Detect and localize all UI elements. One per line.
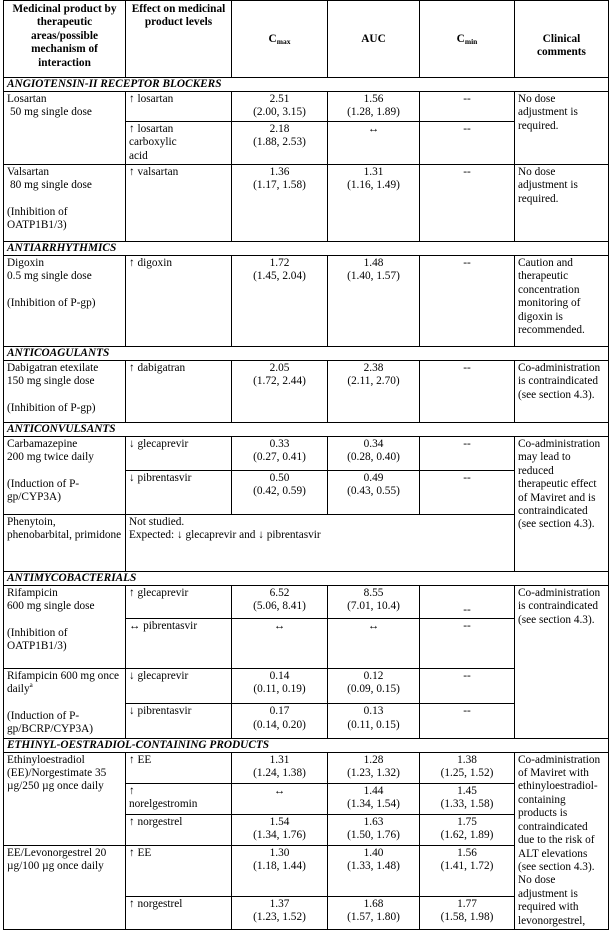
auc-cell: ↔ <box>328 121 420 164</box>
drug-mechanism: (Induction of P-gp/CYP3A) <box>7 477 80 504</box>
effect-cell: ↑ dabigatran <box>126 361 232 423</box>
header-auc: AUC <box>328 1 420 78</box>
auc-cell <box>328 92 420 122</box>
effect-cell <box>126 121 232 164</box>
header-effect: Effect on medicinal product levels <box>126 1 232 78</box>
drug-mechanism: (Inhibition of P-gp) <box>7 401 96 414</box>
cmax-cell <box>232 845 328 896</box>
category-row <box>4 423 609 437</box>
cmax-ci: (1.88, 2.53) <box>253 136 306 149</box>
cmin-cell: -- <box>420 619 515 669</box>
category-row <box>4 78 609 92</box>
cmin-value: 1.38 <box>457 753 477 766</box>
cmax-ci: (0.27, 0.41) <box>253 451 306 464</box>
cmax-cell: ↔ <box>232 619 328 669</box>
cmax-cell: ↔ <box>232 783 328 814</box>
interaction-table <box>3 0 609 930</box>
comment-cell: No dose adjustment is required. <box>515 92 609 165</box>
footnote-marker: a <box>29 681 33 690</box>
auc-cell <box>328 896 420 929</box>
effect-cell: ↑ digoxin <box>126 256 232 347</box>
cmax-value: 1.72 <box>269 257 290 270</box>
auc-value: 0.34 <box>363 438 384 451</box>
cmin-cell: -- <box>420 121 515 164</box>
cmin-cell <box>420 783 515 814</box>
drug-name <box>7 670 122 697</box>
cmax-cell <box>232 586 328 619</box>
drug-dose: 80 mg single dose <box>10 179 92 192</box>
header-product: Medicinal product by therapeutic areas/possible mechanism of interaction <box>4 1 126 78</box>
cmax-value: 2.05 <box>269 362 290 375</box>
drug-mechanism: (Inhibition of OATP1B1/3) <box>7 205 68 232</box>
drug-carbamazepine <box>4 437 126 515</box>
auc-cell <box>328 783 420 814</box>
auc-value: 1.31 <box>363 166 384 179</box>
cmax-ci: (1.72, 2.44) <box>253 375 306 388</box>
cmax-ci: (1.23, 1.52) <box>253 911 306 924</box>
cmin-value: 1.75 <box>457 815 477 828</box>
auc-ci: (0.09, 0.15) <box>347 683 400 696</box>
cmax-value: 1.36 <box>269 166 290 179</box>
auc-value: 0.49 <box>363 472 384 485</box>
auc-cell <box>328 752 420 783</box>
effect-cell: ↑ valsartan <box>126 165 232 242</box>
cmin-cell: -- <box>420 704 515 738</box>
drug-dose: 200 mg twice daily <box>7 451 94 464</box>
auc-ci: (1.50, 1.76) <box>347 829 400 842</box>
effect-cell: ↓ pibrentasvir <box>126 471 232 515</box>
auc-ci: (1.16, 1.49) <box>347 179 400 192</box>
cmax-value: 0.14 <box>269 670 290 683</box>
category-anticoagulants: ANTICOAGULANTS <box>4 347 609 361</box>
effect-cell: ↓ glecaprevir <box>126 669 232 704</box>
cmax-value: 1.37 <box>269 897 290 910</box>
effect-cell: ↓ pibrentasvir <box>126 704 232 738</box>
category-anticonvulsants: ANTICONVULSANTS <box>4 423 609 437</box>
comment-cell: Co-administration is contraindicated (see section 4.3). <box>515 361 609 423</box>
drug-dose: 50 mg single dose <box>10 106 92 119</box>
cmax-value: 2.18 <box>269 122 290 135</box>
cmax-ci: (0.42, 0.59) <box>253 485 306 498</box>
drug-phenytoin: Phenytoin, phenobarbital, primidone <box>4 515 126 572</box>
auc-value: 1.63 <box>363 815 384 828</box>
table-row <box>4 586 609 619</box>
effect-cell: ↑ EE <box>126 845 232 896</box>
auc-cell <box>328 165 420 242</box>
cmax-cell <box>232 121 328 164</box>
header-row <box>4 1 609 78</box>
comment-cell: Co-administration may lead to reduced therapeutic effect of Maviret and is contraindicated (see section 4.3). <box>515 437 609 572</box>
cmax-cell <box>232 471 328 515</box>
cmin-cell: -- <box>420 256 515 347</box>
auc-ci: (1.57, 1.80) <box>347 911 400 924</box>
cmax-cell <box>232 256 328 347</box>
auc-value: 1.68 <box>363 897 384 910</box>
comment-cell: No dose adjustment is required. <box>515 165 609 242</box>
cmax-cell <box>232 165 328 242</box>
table-row <box>4 437 609 471</box>
auc-ci: (1.34, 1.54) <box>347 798 400 811</box>
not-studied-cell <box>126 515 515 572</box>
effect-cell: ↑ glecaprevir <box>126 586 232 619</box>
effect-line: carboxylic <box>129 136 177 149</box>
drug-mechanism: (Induction of P-gp/BCRP/CYP3A) <box>7 709 94 736</box>
cmin-cell: -- <box>420 586 515 619</box>
cmax-cell <box>232 361 328 423</box>
cmax-cell <box>232 704 328 738</box>
cmax-value: 0.17 <box>269 705 290 718</box>
drug-digoxin <box>4 256 126 347</box>
cmin-ci: (1.33, 1.58) <box>440 798 494 811</box>
cmax-value: 1.31 <box>269 753 290 766</box>
category-ee: ETHINYL-OESTRADIOL-CONTAINING PRODUCTS <box>4 738 609 752</box>
drug-mechanism: (Inhibition of OATP1B1/3) <box>7 626 68 653</box>
cmin-value: 1.77 <box>457 897 477 910</box>
auc-value: 0.12 <box>363 670 384 683</box>
cmax-value: 1.30 <box>269 846 290 859</box>
cmin-ci: (1.58, 1.98) <box>440 911 494 924</box>
auc-cell <box>328 586 420 619</box>
auc-ci: (0.43, 0.55) <box>347 485 400 498</box>
drug-valsartan <box>4 165 126 242</box>
auc-ci: (7.01, 10.4) <box>347 600 400 613</box>
drug-name: Digoxin <box>7 257 45 270</box>
drug-rifampicin-daily <box>4 669 126 739</box>
effect-cell: ↑ losartan <box>126 92 232 122</box>
auc-cell: ↔ <box>328 619 420 669</box>
auc-value: 1.48 <box>363 257 384 270</box>
cmax-ci: (1.24, 1.38) <box>253 767 306 780</box>
drug-dose: 600 mg single dose <box>7 600 95 613</box>
cmax-cell <box>232 896 328 929</box>
cmin-ci: (1.41, 1.72) <box>440 860 494 873</box>
drug-ee-levonorgestrel: EE/Levonorgestrel 20 µg/100 µg once daily <box>4 845 126 929</box>
cmin-cell <box>420 896 515 929</box>
drug-name: Losartan <box>7 93 47 105</box>
cmin-ci: (1.25, 1.52) <box>440 767 494 780</box>
cmax-value: 2.51 <box>269 93 290 105</box>
cmax-cell <box>232 752 328 783</box>
auc-ci: (2.11, 2.70) <box>347 375 400 388</box>
effect-cell <box>126 783 232 814</box>
drug-ee-norgestimate: Ethinyloestradiol (EE)/Norgestimate 35 µg/250 µg once daily <box>4 752 126 845</box>
cmin-cell: -- <box>420 437 515 471</box>
cmin-ci: (1.62, 1.89) <box>440 829 494 842</box>
header-cmax-label: C <box>268 33 277 45</box>
effect-cell: ↔ pibrentasvir <box>126 619 232 669</box>
cmin-cell: -- <box>420 471 515 515</box>
header-cmax-sub: max <box>276 37 291 46</box>
auc-ci: (0.28, 0.40) <box>347 451 400 464</box>
cmin-cell <box>420 814 515 845</box>
cmin-cell <box>420 845 515 896</box>
auc-ci: (1.33, 1.48) <box>347 860 400 873</box>
drug-dose: 0.5 mg single dose <box>7 270 92 283</box>
auc-ci: (0.11, 0.15) <box>347 718 400 731</box>
drug-name: Valsartan <box>7 166 50 179</box>
cmax-ci: (5.06, 8.41) <box>253 600 306 613</box>
auc-cell <box>328 256 420 347</box>
effect-line: norelgestromin <box>129 798 198 811</box>
comment-cell: Caution and therapeutic concentration monitoring of digoxin is recommended. <box>515 256 609 347</box>
cmin-value: 1.56 <box>457 846 477 859</box>
cmin-cell <box>420 752 515 783</box>
auc-ci: (1.23, 1.32) <box>347 767 400 780</box>
cmax-ci: (1.34, 1.76) <box>253 829 306 842</box>
auc-cell <box>328 361 420 423</box>
cmax-value: 0.50 <box>269 472 290 485</box>
drug-mechanism: (Inhibition of P-gp) <box>7 296 96 309</box>
table-row <box>4 256 609 347</box>
not-studied: Not studied. <box>129 516 185 529</box>
auc-cell <box>328 814 420 845</box>
cmax-ci: (0.14, 0.20) <box>253 718 306 731</box>
table-row <box>4 361 609 423</box>
header-cmin-label: C <box>456 33 465 45</box>
cmax-value: 6.52 <box>269 587 290 600</box>
effect-cell: ↑ norgestrel <box>126 896 232 929</box>
auc-ci: (1.40, 1.57) <box>347 270 400 283</box>
header-cmax <box>232 1 328 78</box>
table-row <box>4 752 609 783</box>
auc-cell <box>328 437 420 471</box>
drug-name: Rifampicin <box>7 587 58 600</box>
category-row <box>4 572 609 586</box>
category-antimycobacterials: ANTIMYCOBACTERIALS <box>4 572 609 586</box>
cmin-cell: -- <box>420 92 515 122</box>
cmax-ci: (1.45, 2.04) <box>253 270 306 283</box>
cmin-cell: -- <box>420 669 515 704</box>
category-arb: ANGIOTENSIN-II RECEPTOR BLOCKERS <box>4 78 609 92</box>
cmax-cell <box>232 814 328 845</box>
comment-cell: Co-administration of Maviret with ethinyloestradiol-containing products is contraindicated due to the risk of ALT elevations (see section 4.3). No dose adjustment is required with levonorgestrel, <box>515 752 609 929</box>
table-row <box>4 165 609 242</box>
cmin-cell: -- <box>420 165 515 242</box>
header-cmin <box>420 1 515 78</box>
cmax-value: 0.33 <box>269 438 290 451</box>
drug-name: Dabigatran etexilate <box>7 362 99 375</box>
cmax-ci: (0.11, 0.19) <box>253 683 306 696</box>
auc-value: 1.40 <box>363 846 384 859</box>
effect-line: ↑ losartan <box>129 122 174 135</box>
drug-losartan <box>4 92 126 165</box>
category-antiarrhythmics: ANTIARRHYTHMICS <box>4 242 609 256</box>
auc-cell <box>328 471 420 515</box>
cmax-ci: (1.18, 1.44) <box>253 860 306 873</box>
cmax-ci: (2.00, 3.15) <box>253 106 306 119</box>
cmax-ci: (1.17, 1.58) <box>253 179 306 192</box>
auc-value: 1.44 <box>363 784 384 797</box>
category-row <box>4 347 609 361</box>
drug-dabigatran <box>4 361 126 423</box>
drug-name: Carbamazepine <box>7 438 78 451</box>
drug-name-text: Rifampicin 600 mg once daily <box>7 670 120 696</box>
effect-line: ↑ <box>129 784 135 797</box>
header-cmin-sub: min <box>464 37 478 46</box>
effect-cell: ↑ norgestrel <box>126 814 232 845</box>
auc-value: 1.28 <box>363 753 384 766</box>
auc-cell <box>328 845 420 896</box>
table-row <box>4 92 609 122</box>
drug-dose: 150 mg single dose <box>7 375 95 388</box>
auc-ci: (1.28, 1.89) <box>347 106 400 119</box>
header-comments: Clinical comments <box>515 1 609 78</box>
expected-effect: Expected: ↓ glecaprevir and ↓ pibrentasvir <box>129 529 321 542</box>
category-row <box>4 242 609 256</box>
category-row <box>4 738 609 752</box>
auc-cell <box>328 704 420 738</box>
effect-cell: ↑ EE <box>126 752 232 783</box>
comment-cell: Co-administration is contraindicated (see section 4.3). <box>515 586 609 739</box>
auc-value: 1.56 <box>363 93 384 105</box>
effect-line: acid <box>129 149 148 162</box>
auc-value: 0.13 <box>363 705 384 718</box>
cmax-cell <box>232 92 328 122</box>
cmax-value: 1.54 <box>269 815 290 828</box>
auc-cell <box>328 669 420 704</box>
drug-rifampicin-single <box>4 586 126 669</box>
auc-value: 2.38 <box>363 362 384 375</box>
cmax-cell <box>232 669 328 704</box>
cmax-cell <box>232 437 328 471</box>
cmin-value: 1.45 <box>457 784 477 797</box>
auc-value: 8.55 <box>363 587 384 600</box>
effect-cell: ↓ glecaprevir <box>126 437 232 471</box>
cmin-cell: -- <box>420 361 515 423</box>
